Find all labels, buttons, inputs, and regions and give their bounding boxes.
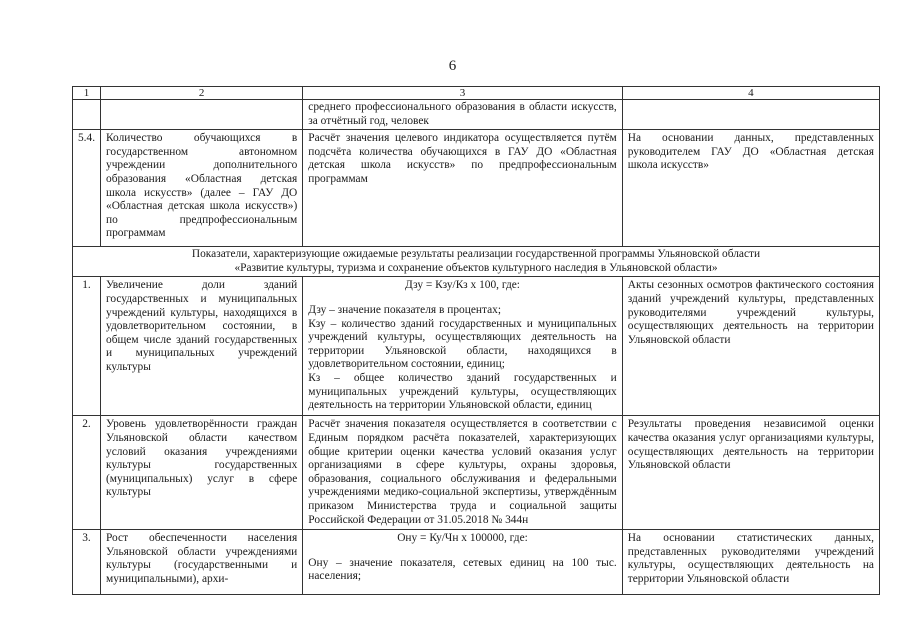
header-cell: 1 — [73, 87, 101, 100]
method-cell — [303, 530, 622, 595]
indicator-cell: Рост обеспеченности населения Ульяновской области учреждениями культуры (государственными и муниципальными), архи- — [101, 530, 303, 595]
row-number-cell — [73, 100, 101, 130]
table-row — [73, 277, 880, 416]
source-cell: Акты сезонных осмотров фактического состояния зданий учреждений культуры, представленных руководителями учреждений культуры, осуществляющих деятельность на территории Ульяновской области — [622, 277, 879, 416]
indicator-cell — [101, 100, 303, 130]
formula-definition: Кзу – количество зданий государственных и муниципальных учреждений культуры, осуществляющих деятельность на территории Ульяновской области, находящихся в удовлетворительном состоянии, единиц; — [308, 317, 617, 371]
table-row — [73, 416, 880, 530]
indicators-table — [72, 86, 880, 595]
method-cell: Расчёт значения целевого индикатора осуществляется путём подсчёта количества обучающихся в ГАУ ДО «Областная детская школа искусств» по предпрофессиональным программам — [303, 130, 622, 247]
row-number-cell: 3. — [73, 530, 101, 595]
row-number-cell: 5.4. — [73, 130, 101, 247]
header-cell: 4 — [622, 87, 879, 100]
method-cell — [303, 277, 622, 416]
formula-definition: Ону – значение показателя, сетевых единиц на 100 тыс. населения; — [308, 556, 617, 583]
method-cell: среднего профессионального образования в области искусств, за отчётный год, человек — [303, 100, 622, 130]
table-row — [73, 130, 880, 247]
formula: Ону = Ку/Чн х 100000, где: — [397, 532, 528, 545]
header-cell: 3 — [303, 87, 622, 100]
table-row — [73, 530, 880, 595]
row-number-cell: 2. — [73, 416, 101, 530]
page-number: 6 — [448, 58, 457, 74]
section-heading-row — [73, 247, 880, 277]
header-cell: 2 — [101, 87, 303, 100]
row-number-cell: 1. — [73, 277, 101, 416]
source-cell: Результаты проведения независимой оценки качества оказания услуг организациями культуры, осуществляющих деятельность на территории Ульяновской области — [622, 416, 879, 530]
section-heading-line: «Развитие культуры, туризма и сохранение объектов культурного наследия в Ульяновской области» — [234, 261, 718, 274]
formula-definition: Дзу – значение показателя в процентах; — [308, 303, 502, 316]
formula: Дзу = Кзу/Кз х 100, где: — [405, 279, 520, 292]
formula-definition: Кз – общее количество зданий государственных и муниципальных учреждений культуры, осуществляющих деятельность на территории Ульяновской области, единиц — [308, 371, 617, 412]
section-heading — [73, 247, 880, 277]
source-cell: На основании статистических данных, представленных руководителями учреждений культуры, осуществляющих деятельность на территории Ульяновской области — [622, 530, 879, 595]
indicator-cell: Количество обучающихся в государственном автономном учреждении дополнительного образования «Областная детская школа искусств» (далее – ГАУ ДО «Областная детская школа искусств») по предпрофессиональным программам — [101, 130, 303, 247]
section-heading-line: Показатели, характеризующие ожидаемые результаты реализации государственной программы Ульяновской области — [191, 248, 761, 261]
table-row — [73, 100, 880, 130]
table-header-row — [73, 87, 880, 100]
source-cell: На основании данных, представленных руководителем ГАУ ДО «Областная детская школа искусств» — [622, 130, 879, 247]
source-cell — [622, 100, 879, 130]
indicator-cell: Уровень удовлетворённости граждан Ульяновской области качеством условий оказания учреждениями культуры государственных (муниципальных) услуг в сфере культуры — [101, 416, 303, 530]
method-cell: Расчёт значения показателя осуществляется в соответствии с Единым порядком расчёта показателей, характеризующих общие критерии оценки качества условий оказания услуг организациями в сфере культуры, охраны здоровья, образования, социального обслуживания и федеральными учреждениями медико-социальной экспертизы, утверждённым приказом Министерства труда и социальной защиты Российской Федерации от 31.05.2018 № 344н — [303, 416, 622, 530]
indicator-cell: Увеличение доли зданий государственных и муниципальных учреждений культуры, находящихся в удовлетворительном состоянии, в общем числе зданий государственных и муниципальных учреждений культуры — [101, 277, 303, 416]
